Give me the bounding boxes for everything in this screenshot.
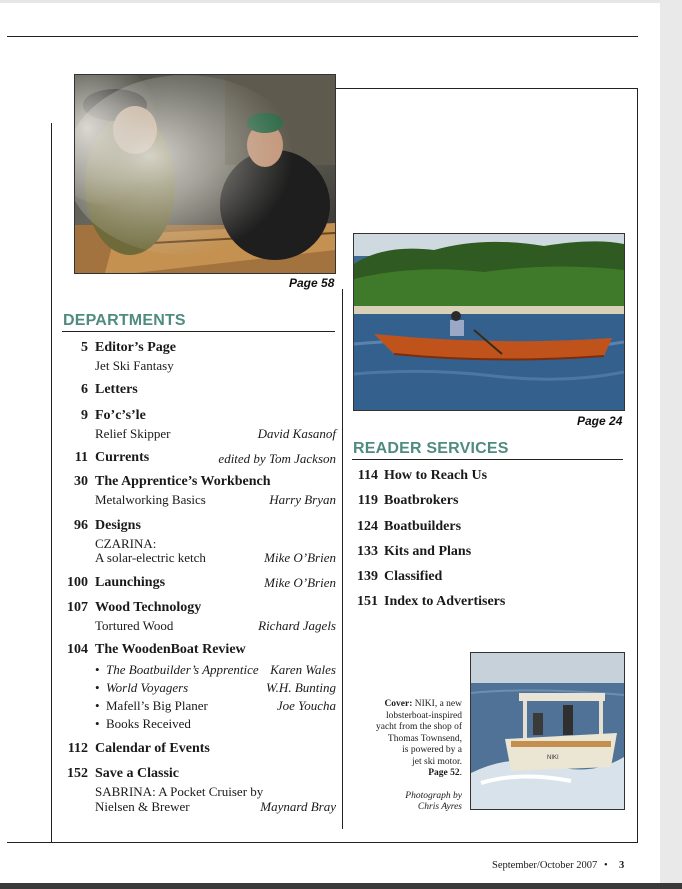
toc-entry-number: 30	[74, 474, 88, 489]
departments-heading: DEPARTMENTS	[63, 312, 186, 329]
steam-bending-photo	[74, 74, 336, 274]
page-edge-bottom	[0, 883, 682, 889]
footer-separator: •	[604, 860, 608, 871]
toc-entry-author: Richard Jagels	[258, 618, 336, 633]
cover-label: Cover:	[384, 699, 413, 709]
toc-entry-subtitle: Tortured Wood	[95, 618, 174, 633]
photo-credit-line: Photograph by	[405, 790, 462, 801]
cover-boat-image	[471, 653, 624, 809]
review-item-title: Books Received	[106, 716, 191, 731]
cover-line: Thomas Townsend,	[387, 733, 462, 744]
toc-entry-title: Fo’c’s’le	[95, 408, 146, 423]
review-item-author: W.H. Bunting	[266, 680, 336, 695]
cover-page-ref: Page 52	[428, 768, 460, 778]
service-number: 151	[357, 594, 378, 609]
toc-entry-number: 100	[67, 575, 88, 590]
page-edge-top	[0, 0, 682, 3]
toc-entry-subtitle-line2: Nielsen & Brewer	[95, 799, 190, 814]
service-title: Classified	[384, 569, 443, 584]
departments-heading-rule	[62, 331, 335, 332]
cover-line: is powered by a	[402, 745, 462, 755]
top-rule	[7, 36, 638, 37]
toc-entry-title: Editor’s Page	[95, 340, 176, 355]
reader-services-heading: READER SERVICES	[353, 440, 509, 457]
toc-entry-title: The WoodenBoat Review	[95, 642, 246, 657]
toc-entry-title: Launchings	[95, 575, 166, 590]
cover-line: lobsterboat-inspired	[386, 710, 462, 721]
toc-entry-number: 152	[67, 766, 88, 781]
rowing-boat-image	[354, 234, 624, 410]
cover-page-ref-suffix: .	[459, 768, 462, 778]
bottom-rule	[7, 842, 638, 843]
review-bullet: •	[95, 680, 100, 695]
page-number: 3	[619, 860, 625, 871]
review-bullet: •	[95, 662, 100, 677]
toc-entry-number: 5	[81, 340, 88, 355]
service-title: How to Reach Us	[384, 468, 488, 483]
service-number: 114	[357, 468, 378, 483]
service-number: 139	[357, 569, 378, 584]
toc-entry-title: The Apprentice’s Workbench	[95, 474, 271, 489]
toc-entry-author: Mike O’Brien	[264, 550, 336, 565]
steam-bending-image	[75, 75, 335, 273]
rowing-boat-photo	[353, 233, 625, 411]
toc-entry-author: edited by Tom Jackson	[218, 451, 336, 466]
toc-entry-number: 9	[81, 408, 88, 423]
toc-entry-title: Letters	[95, 382, 138, 397]
review-item-title: The Boatbuilder’s Apprentice	[106, 662, 259, 677]
review-item-title: Mafell’s Big Planer	[106, 698, 208, 713]
review-item-title: World Voyagers	[106, 680, 189, 695]
cover-line: jet ski motor.	[412, 756, 462, 767]
cover-caption	[374, 699, 462, 814]
review-item-author: Joe Youcha	[276, 698, 336, 713]
toc-entry-number: 112	[67, 741, 88, 756]
service-title: Index to Advertisers	[384, 594, 506, 609]
toc-entry-subtitle: SABRINA: A Pocket Cruiser by	[95, 784, 264, 799]
toc-entry-title: Calendar of Events	[95, 741, 210, 756]
toc-entry-number: 6	[81, 382, 88, 397]
toc-entry-number: 96	[74, 518, 88, 533]
toc-entry-subtitle: Metalworking Basics	[95, 492, 206, 507]
toc-entry-author: Maynard Bray	[260, 799, 336, 814]
review-bullet: •	[95, 716, 100, 731]
photo-credit-line: Chris Ayres	[417, 802, 462, 812]
cover-line: yacht from the shop of	[375, 722, 462, 732]
toc-entry-number: 104	[67, 642, 88, 657]
toc-entry-subtitle: CZARINA:	[95, 536, 157, 551]
service-title: Kits and Plans	[384, 544, 472, 559]
toc-entry-number: 107	[67, 600, 88, 615]
service-title: Boatbrokers	[384, 493, 459, 508]
page-edge-right	[660, 0, 682, 889]
service-title: Boatbuilders	[384, 519, 462, 534]
service-number: 124	[357, 519, 378, 534]
toc-entry-number: 11	[74, 450, 88, 465]
cover-boat-name: NIKI	[547, 755, 559, 761]
review-bullet: •	[95, 698, 100, 713]
toc-entry-author: David Kasanof	[257, 426, 336, 441]
rowing-photo-caption: Page 24	[577, 414, 623, 428]
service-number: 119	[357, 493, 378, 508]
toc-entry-title: Currents	[95, 450, 150, 465]
toc-entry-subtitle-line2: A solar-electric ketch	[95, 550, 206, 565]
footer-issue: September/October 2007	[492, 860, 598, 871]
review-item-author: Karen Wales	[270, 662, 336, 677]
toc-entry-title: Save a Classic	[95, 766, 179, 781]
toc-entry-author: Harry Bryan	[269, 492, 336, 507]
toc-entry-title: Designs	[95, 518, 141, 533]
toc-entry-subtitle: Relief Skipper	[95, 426, 171, 441]
toc-entry-subtitle: Jet Ski Fantasy	[95, 358, 174, 373]
service-number: 133	[357, 544, 378, 559]
toc-entry-title: Wood Technology	[95, 600, 202, 615]
frame-top-rule	[335, 88, 637, 89]
cover-line: NIKI, a new	[414, 699, 462, 709]
toc-entry-author: Mike O’Brien	[264, 575, 336, 590]
cover-boat-photo	[470, 652, 625, 810]
reader-services-heading-rule	[352, 459, 623, 460]
top-photo-caption: Page 58	[289, 276, 335, 290]
frame-right-rule	[637, 88, 638, 842]
